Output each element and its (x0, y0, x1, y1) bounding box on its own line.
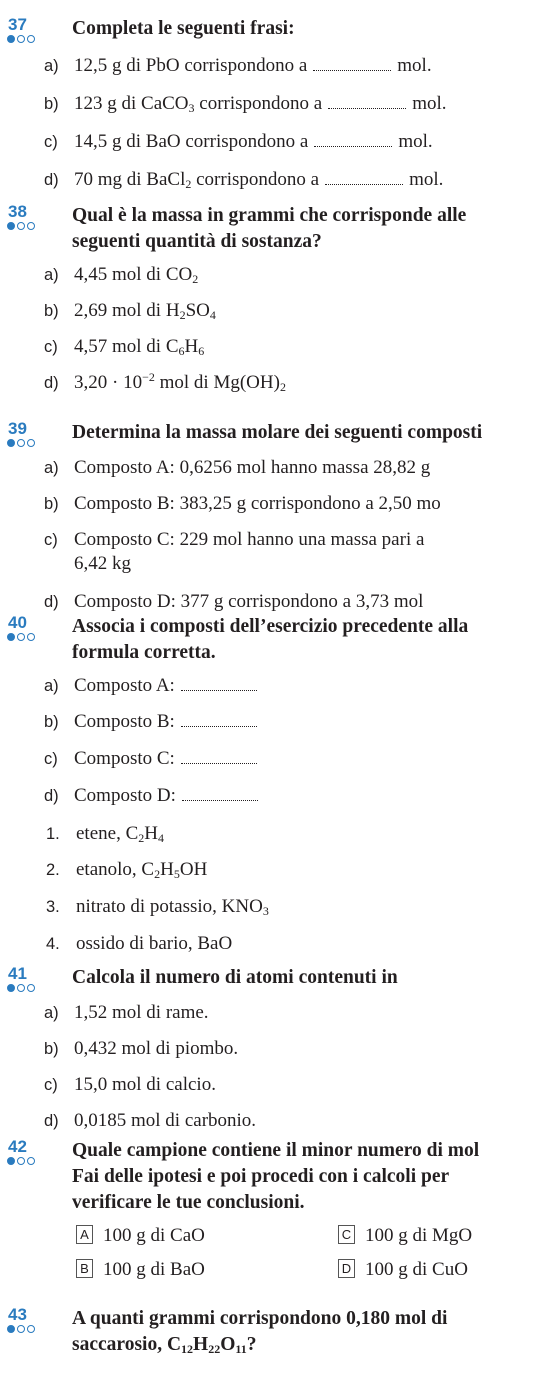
difficulty-dots (7, 1157, 35, 1167)
list-item: a) 4,45 mol di $CO_2$ (44, 264, 199, 286)
formula-item: 4. ossido di bario, BaO (46, 933, 233, 954)
item-label: c) (44, 750, 58, 768)
list-item: c) Composto C: (44, 747, 263, 771)
list-item: a) Composto A: (44, 674, 263, 698)
difficulty-dots (7, 1325, 35, 1335)
answer-blank[interactable] (181, 712, 257, 727)
item-label: c) (44, 1076, 58, 1094)
exercise-number: 39 (8, 419, 27, 438)
item-label: b) (44, 495, 59, 513)
choice-letter-box: D (338, 1259, 355, 1278)
answer-blank[interactable] (181, 676, 257, 691)
list-item: a) 12,5 g di PbO corrispondono a mol. (44, 55, 432, 76)
difficulty-dots (7, 633, 35, 643)
item-label: a) (44, 677, 59, 695)
exercise-number: 37 (8, 15, 27, 34)
exercise-title: Calcola il numero di atomi contenuti in (72, 967, 398, 988)
choice-b[interactable]: B 100 g di BaO (76, 1258, 205, 1282)
answer-blank[interactable] (325, 170, 403, 185)
list-item: a) 1,52 mol di rame. (44, 1002, 209, 1023)
item-label: 4. (46, 935, 60, 953)
list-item: b) Composto B: (44, 710, 263, 734)
list-item: d) 0,0185 mol di carbonio. (44, 1110, 257, 1131)
list-item: b) 2,69 mol di $H_2SO_4$ (44, 300, 216, 322)
choice-a[interactable]: A 100 g di CaO (76, 1224, 205, 1248)
difficulty-dot (27, 222, 35, 230)
difficulty-dots (7, 439, 35, 449)
difficulty-dot (27, 633, 35, 641)
choice-letter-box: B (76, 1259, 93, 1278)
item-label: c) (44, 531, 58, 549)
item-label: d) (44, 787, 59, 805)
list-item: b) Composto B: 383,25 g corrispondono a 2,50 mo (44, 493, 441, 514)
difficulty-dots (7, 222, 35, 232)
formula-item: 1. etene, $C_2H_4$ (46, 823, 164, 845)
list-item: c) 14,5 g di BaO corrispondono a mol. (44, 131, 433, 152)
difficulty-dot (7, 222, 15, 230)
exercise-number: 42 (8, 1137, 27, 1156)
difficulty-dot (27, 984, 35, 992)
choice-letter-box: C (338, 1225, 355, 1244)
difficulty-dot (7, 633, 15, 641)
list-item: c) 15,0 mol di calcio. (44, 1074, 216, 1095)
difficulty-dot (17, 35, 25, 43)
item-label: a) (44, 459, 59, 477)
difficulty-dot (17, 984, 25, 992)
list-item: d) Composto D: (44, 784, 264, 808)
exercise-title: Completa le seguenti frasi: (72, 18, 295, 39)
exercise-number: 41 (8, 964, 27, 983)
choice-d[interactable]: D 100 g di CuO (338, 1258, 468, 1282)
item-label: a) (44, 57, 59, 75)
difficulty-dot (27, 35, 35, 43)
choice-letter-box: A (76, 1225, 93, 1244)
item-label: a) (44, 266, 59, 284)
difficulty-dot (7, 984, 15, 992)
formula-item: 3. nitrato di potassio, $KNO_3$ (46, 896, 269, 918)
difficulty-dot (17, 1157, 25, 1165)
item-label: b) (44, 302, 59, 320)
difficulty-dot (17, 1325, 25, 1333)
exercise-number: 40 (8, 613, 27, 632)
item-label: 2. (46, 861, 60, 879)
difficulty-dot (17, 633, 25, 641)
choice-c[interactable]: C 100 g di MgO (338, 1224, 472, 1248)
exercise-number: 38 (8, 202, 27, 221)
item-label: c) (44, 133, 58, 151)
list-item: b) 0,432 mol di piombo. (44, 1038, 239, 1059)
difficulty-dots (7, 984, 35, 994)
item-label: b) (44, 713, 59, 731)
difficulty-dot (27, 1325, 35, 1333)
item-label: d) (44, 171, 59, 189)
exercise-title: Associa i composti dell’esercizio precedente alla formula corretta. (72, 616, 469, 663)
difficulty-dot (7, 1157, 15, 1165)
answer-blank[interactable] (182, 786, 258, 801)
exercise-title: Qual è la massa in grammi che corrisponde alle seguenti quantità di sostanza? (72, 205, 467, 252)
difficulty-dot (17, 222, 25, 230)
item-label: a) (44, 1004, 59, 1022)
list-item: d) Composto D: 377 g corrispondono a 3,73 mol (44, 591, 424, 612)
list-item: c) 4,57 mol di $C_6H_6$ (44, 336, 205, 358)
list-item: a) Composto A: 0,6256 mol hanno massa 28,82 g (44, 457, 431, 478)
list-item: c) Composto C: 229 mol hanno una massa pari a 6,42 kg (44, 529, 425, 574)
item-label: b) (44, 1040, 59, 1058)
item-label: 1. (46, 825, 60, 843)
difficulty-dot (17, 439, 25, 447)
formula-item: 2. etanolo, $C_2H_5OH$ (46, 859, 208, 881)
difficulty-dot (7, 439, 15, 447)
exercise-title: Determina la massa molare dei seguenti composti (72, 422, 483, 443)
list-item: d) 70 mg di BaCl$_2$ corrispondono a mol. (44, 169, 444, 191)
item-label: d) (44, 593, 59, 611)
list-item: d) $3,20 \cdot 10^{-2}$ mol di $Mg(OH)_2$ (44, 370, 286, 394)
item-label: d) (44, 1112, 59, 1130)
exercise-title: Quale campione contiene il minor numero di mol Fai delle ipotesi e poi procedi con i calcoli per verificare le tue conclusioni. (72, 1140, 480, 1213)
difficulty-dot (7, 35, 15, 43)
answer-blank[interactable] (314, 132, 392, 147)
answer-blank[interactable] (328, 94, 406, 109)
item-label: 3. (46, 898, 60, 916)
exercise-title: A quanti grammi corrispondono 0,180 mol di saccarosio, $C_{12}H_{22}O_{11}$? (72, 1308, 448, 1356)
answer-blank[interactable] (181, 749, 257, 764)
item-label: d) (44, 374, 59, 392)
difficulty-dots (7, 35, 35, 45)
item-label: c) (44, 338, 58, 356)
answer-blank[interactable] (313, 56, 391, 71)
exercise-number: 43 (8, 1305, 27, 1324)
difficulty-dot (27, 439, 35, 447)
difficulty-dot (7, 1325, 15, 1333)
difficulty-dot (27, 1157, 35, 1165)
list-item: b) 123 g di CaCO$_3$ corrispondono a mol. (44, 93, 447, 115)
item-label: b) (44, 95, 59, 113)
